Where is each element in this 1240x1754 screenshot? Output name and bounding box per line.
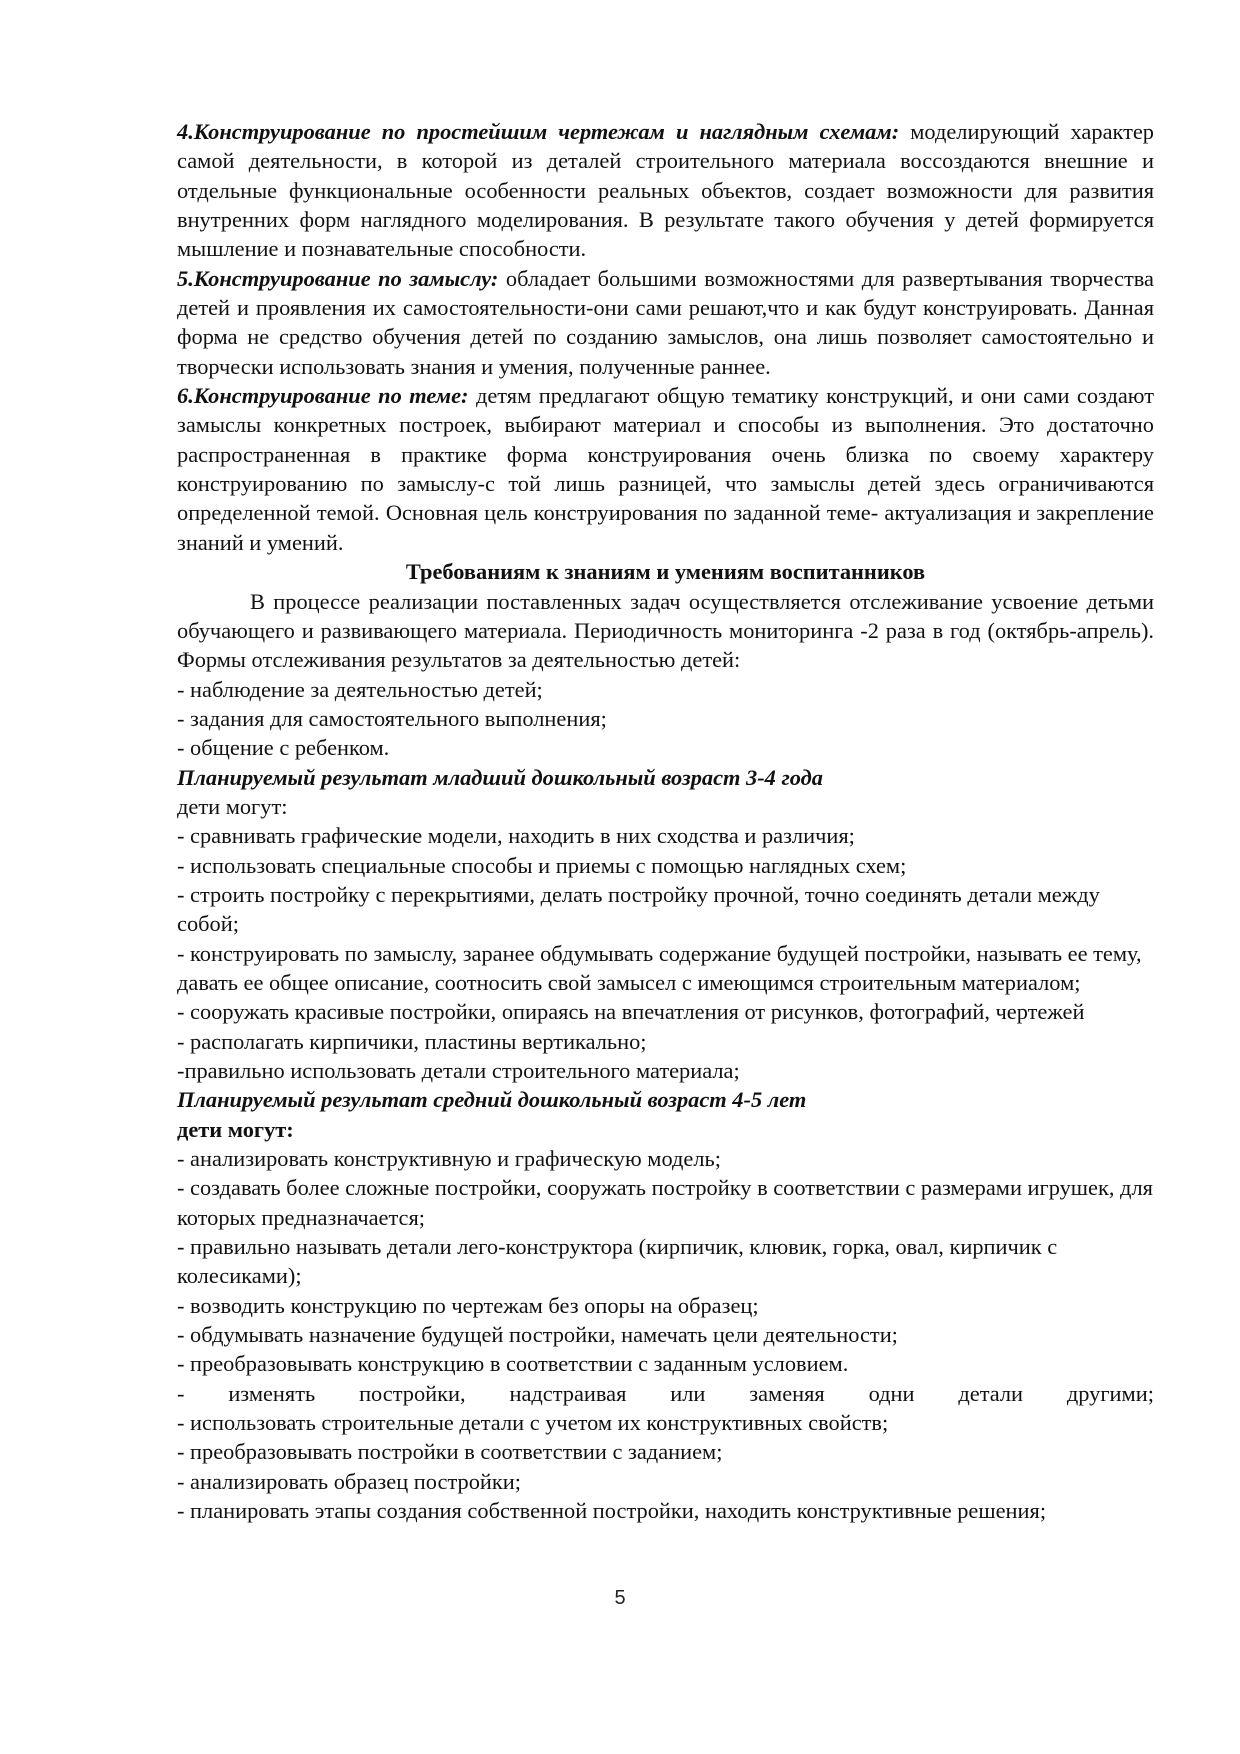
junior-item: - конструировать по замыслу, заранее обдумывать содержание будущей постройки, называть ее тему, давать ее общее описание, соотносить свой замысел с имеющимся строительным материалом; xyxy=(177,940,1142,995)
middle-heading: Планируемый результат средний дошкольный возраст 4-5 лет xyxy=(177,1087,807,1113)
page-content xyxy=(177,117,1154,1526)
junior-item: - сравнивать графические модели, находить в них сходства и различия; xyxy=(177,823,855,849)
middle-item: - правильно называть детали лего-конструктора (кирпичик, клювик, горка, овал, кирпичик с колесиками); xyxy=(177,1234,1058,1289)
section-4-title: 4.Конструирование по простейшим чертежам и наглядным схемам: xyxy=(177,119,900,144)
middle-item-spread xyxy=(177,1379,1154,1408)
junior-lead: дети могут: xyxy=(177,793,288,819)
requirements-intro: В процессе реализации поставленных задач осуществляется отслеживание усвоение детьми обучающего и развивающего материала. Периодичность мониторинга -2 раза в год (октябрь-апрель). Формы отслеживания результатов за деятельностью детей: xyxy=(177,588,1154,673)
junior-item: - сооружать красивые постройки, опираясь на впечатления от рисунков, фотографий, чертежей xyxy=(177,999,1085,1025)
word: - xyxy=(177,1380,185,1406)
junior-item: - использовать специальные способы и приемы с помощью наглядных схем; xyxy=(177,852,907,878)
middle-lead: дети могут: xyxy=(177,1116,294,1142)
junior-item: - строить постройку с перекрытиями, делать постройку прочной, точно соединять детали между собой; xyxy=(177,881,1100,937)
form-item: - общение с ребенком. xyxy=(177,735,390,761)
section-5-title: 5.Конструирование по замыслу: xyxy=(177,265,499,291)
word: детали xyxy=(958,1380,1024,1406)
junior-heading: Планируемый результат младший дошкольный возраст 3-4 года xyxy=(177,764,823,790)
middle-item: - использовать строительные детали с учетом их конструктивных свойств; xyxy=(177,1410,889,1436)
section-5-body: обладает большими возможностями для развертывания творчества детей и проявления их самостоятельности-они сами решают,что и как будут конструировать. Данная форма не средство обучения детей по созданию замыслов, она лишь позволяет самостоятельно и творчески использовать знания и умения, полученные раннее. xyxy=(177,265,1154,379)
word: постройки, xyxy=(359,1380,466,1406)
middle-item: - анализировать образец постройки; xyxy=(177,1468,521,1494)
section-6-body: детям предлагают общую тематику конструкций, и они сами создают замыслы конкретных построек, выбирают материал и способы из выполнения. Это достаточно распространенная в практике форма конструирования очень близка по своему характеру конструированию по замыслу-с той лишь разницей, что замыслы детей здесь ограничиваются определенной темой. Основная цель конструирования по заданной теме- актуализация и закрепление знаний и умений. xyxy=(177,383,1155,555)
word: изменять xyxy=(228,1380,316,1406)
section-6-title: 6.Конструирование по теме: xyxy=(177,383,469,409)
word: или xyxy=(670,1380,706,1406)
section-6 xyxy=(177,381,1154,557)
word: заменяя xyxy=(749,1380,825,1406)
middle-item: - возводить конструкцию по чертежам без опоры на образец; xyxy=(177,1292,759,1318)
middle-item: - планировать этапы создания собственной постройки, находить конструктивные решения; xyxy=(177,1498,1047,1524)
word: другими; xyxy=(1066,1380,1154,1406)
middle-item: - обдумывать назначение будущей постройки, намечать цели деятельности; xyxy=(177,1322,898,1348)
middle-item: - создавать более сложные постройки, сооружать постройку в соответствии с размерами игрушек, для которых предназначается; xyxy=(177,1175,1153,1230)
word: одни xyxy=(868,1380,915,1406)
section-4-body: моделирующий характер самой деятельности, в которой из деталей строительного материала воссоздаются внешние и отдельные функциональные особенности реальных объектов, создает возможности для развития внутренних форм наглядного моделирования. В результате такого обучения у детей формируется мышление и познавательные способности. xyxy=(177,119,1155,262)
word: надстраивая xyxy=(509,1380,627,1406)
requirements-heading: Требованиям к знаниям и умениям воспитанников xyxy=(405,559,926,585)
junior-item: -правильно использовать детали строительного материала; xyxy=(177,1058,740,1083)
middle-item: - анализировать конструктивную и графическую модель; xyxy=(177,1146,721,1172)
section-4 xyxy=(177,117,1154,264)
page-number: 5 xyxy=(614,1587,626,1609)
form-item: - наблюдение за деятельностью детей; xyxy=(177,676,543,702)
junior-item: - располагать кирпичики, пластины вертикально; xyxy=(177,1028,647,1054)
middle-item: - преобразовывать постройки в соответствии с заданием; xyxy=(177,1439,723,1465)
form-item: - задания для самостоятельного выполнения; xyxy=(177,705,607,731)
section-5 xyxy=(177,264,1154,381)
middle-item: - преобразовывать конструкцию в соответствии с заданным условием. xyxy=(177,1351,849,1377)
